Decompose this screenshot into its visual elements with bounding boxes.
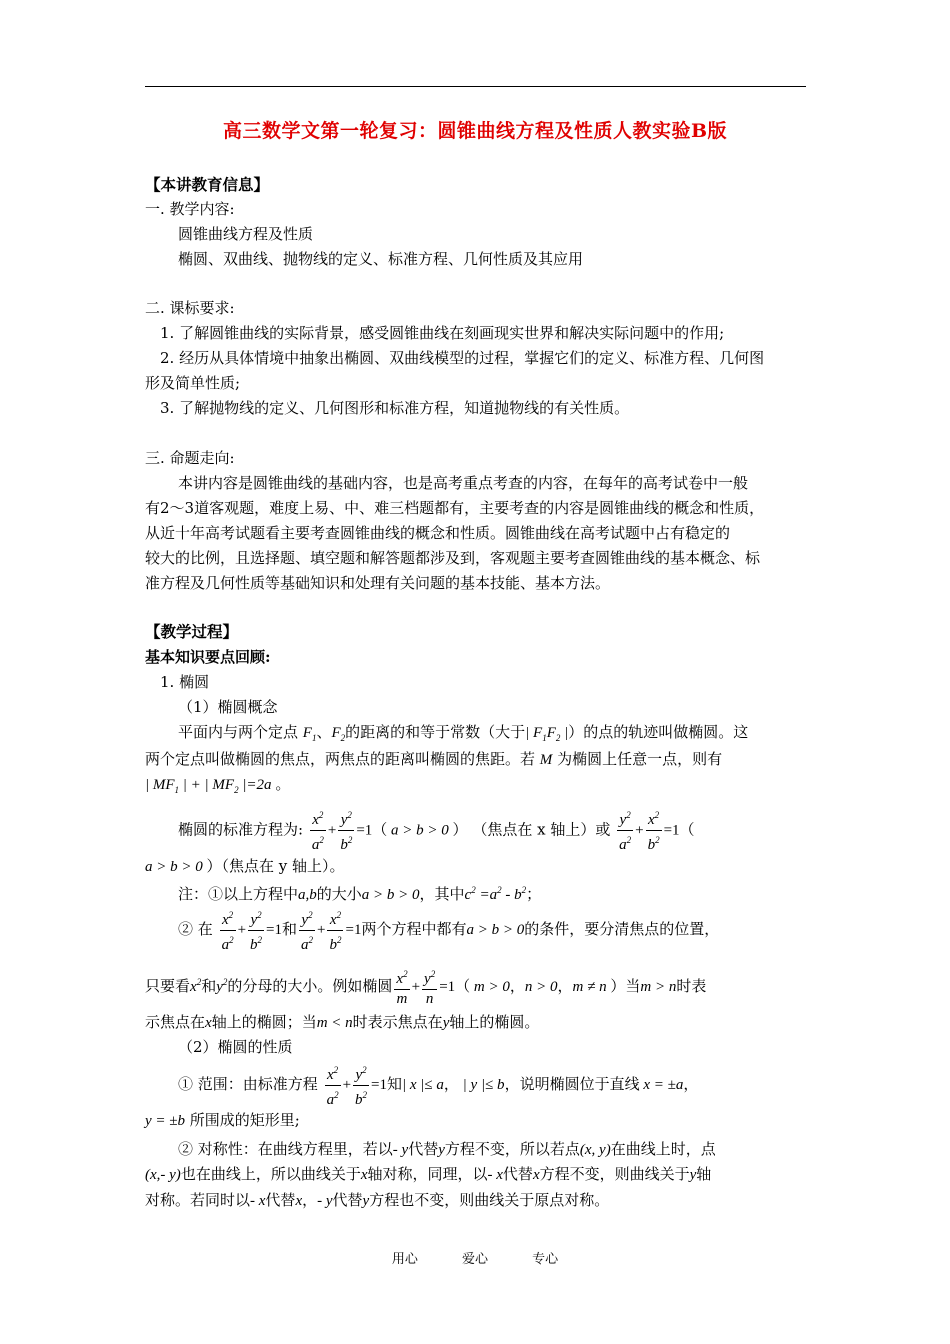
direction-line-1: 本讲内容是圆锥曲线的基础内容，也是高考重点考查的内容，在每年的高考试卷中一般 <box>178 474 749 492</box>
fraction-x2-a2: $\frac{x^2}{a^2}$ <box>310 806 326 855</box>
def-text-b: 、 <box>316 723 332 741</box>
sym1-text-b: 代替 <box>408 1140 439 1158</box>
requirements-label: 二. 课标要求: <box>145 299 235 317</box>
requirement-2-cont: 形及简单性质; <box>145 374 241 392</box>
range-line: ① 范围：由标准方程 $\frac{x^2}{a^2}$ + $\frac{y^2}{b^2}$ =1知| x |≤ a， | y |≤ b，说明椭圆位于直线 x = ±a， <box>178 1060 698 1108</box>
note-line-2: ② 在 $\frac{x^2}{a^2}$ + $\frac{y^2}{b^2}$ =1和 $\frac{y^2}{a^2}$ + $\frac{x^2}{b^2}$ =1两个方程中都有a > b > 0的条件，要分清焦点的位置， <box>178 905 719 953</box>
std-text-a: 椭圆的标准方程为: <box>178 820 304 839</box>
n3-text-d: 当 <box>625 977 641 995</box>
n2-text-c: 两个方程中都有 <box>361 920 467 938</box>
direction-label: 三. 命题走向: <box>145 449 235 467</box>
m-symbol: M <box>539 752 553 768</box>
note-line-1: 注：①以上方程中a,b的大小a > b > 0，其中$c^2 =a^2 - b^2$； <box>178 885 542 903</box>
symmetry-line-1: ② 对称性：在曲线方程里，若以- y代替y方程不变，所以若点(x, y)在曲线上时，点 <box>178 1140 716 1158</box>
n4-text-d: 轴上的椭圆。 <box>449 1013 540 1031</box>
sym3-text-d: 代替 <box>332 1191 363 1209</box>
page-footer <box>0 1248 950 1267</box>
std-text-b: （焦点在 x 轴上）或 <box>472 820 611 839</box>
footer-item: 爱心 <box>461 1252 488 1267</box>
n2-text-d: 的条件，要分清焦点的位置， <box>524 920 720 938</box>
def2-text-a: 两个定点叫做椭圆的焦点，两焦点的距离叫椭圆的焦距。若 <box>145 750 536 768</box>
symmetry-line-2: (x,- y)也在曲线上，所以曲线关于x轴对称，同理，以- x代替x方程不变，则曲线关于y轴 <box>145 1165 712 1183</box>
fraction-y2-b2: $\frac{y^2}{b^2}$ <box>338 806 354 855</box>
fraction-x2-b2-b: $\frac{x^2}{b^2}$ <box>327 906 343 955</box>
sym2-text-c: 代替 <box>502 1165 533 1183</box>
requirement-3: 3. 了解抛物线的定义、几何图形和标准方程，知道抛物线的有关性质。 <box>160 399 630 417</box>
sym3-text-b: 代替 <box>265 1191 296 1209</box>
standard-equation-line: 椭圆的标准方程为: $\frac{x^2}{a^2}$ + $\frac{y^2}{b^2}$ =1（ a > b > 0 ） （焦点在 x 轴上）或 $\frac{y^2}{a^2}$ + $\frac{x^2}{b^2}$ =1（ <box>178 806 695 850</box>
n3-text-b: 和 <box>201 977 217 995</box>
range-text-c: ，说明椭圆位于直线 <box>504 1075 640 1093</box>
def-text-d: ）的点的轨迹叫做椭圆。这 <box>568 723 749 741</box>
sym2-text-d: 方程不变，则曲线关于 <box>539 1165 690 1183</box>
section-heading-process: 【教学过程】 <box>145 622 239 641</box>
note-text-c: ，其中 <box>419 885 465 903</box>
def2-text-b: 为椭圆上任意一点，则有 <box>557 750 723 768</box>
direction-line-3: 从近十年高考试题看主要考查圆锥曲线的概念和性质。圆锥曲线在高考试题中占有稳定的 <box>145 524 731 542</box>
n2-text-b: 和 <box>282 920 298 938</box>
sym2-text-b: 轴对称，同理，以 <box>367 1165 488 1183</box>
ellipse-properties-heading: （2）椭圆的性质 <box>178 1038 293 1056</box>
section-heading-info: 【本讲教育信息】 <box>145 175 270 194</box>
sym3-text-e: 方程也不变，则曲线关于原点对称。 <box>369 1191 610 1209</box>
sym3-text-c: ， <box>302 1191 318 1209</box>
definition-line-1 <box>178 722 748 748</box>
direction-line-4: 较大的比例，且选择题、填空题和解答题都涉及到，客观题主要考查圆锥曲线的基本概念、标 <box>145 549 761 567</box>
def-text-c: 的距离的和等于常数（大于 <box>345 723 526 741</box>
header-rule <box>145 86 806 87</box>
direction-line-2: 有2～3道客观题，难度上易、中、难三档题都有，主要考查的内容是圆锥曲线的概念和性质， <box>145 499 765 517</box>
requirement-1: 1. 了解圆锥曲线的实际背景，感受圆锥曲线在刻画现实世界和解决实际问题中的作用; <box>160 324 725 342</box>
std-text-c: （焦点在 y 轴上）。 <box>221 857 345 875</box>
note-line-4: 示焦点在x轴上的椭圆；当m < n时表示焦点在y轴上的椭圆。 <box>145 1013 540 1031</box>
fraction-y2-b2-b: $\frac{y^2}{b^2}$ <box>248 906 264 955</box>
sym1-text-a: ② 对称性：在曲线方程里，若以 <box>178 1140 393 1158</box>
standard-equation-cont: a > b > 0 ）（焦点在 y 轴上）。 <box>145 857 345 875</box>
f2-symbol: $F_2$ <box>331 725 346 743</box>
fraction-y2-n: $\frac{y^2}{n}$ <box>422 965 437 1009</box>
requirement-2: 2. 经历从具体情境中抽象出椭圆、双曲线模型的过程，掌握它们的定义、标准方程、几何图 <box>160 349 765 367</box>
n4-text-b: 轴上的椭圆；当 <box>211 1013 317 1031</box>
note-line-3: 只要看$x^2$和$y^2$的分母的大小。例如椭圆 $\frac{x^2}{m}$ + $\frac{y^2}{n}$ =1（ m > 0，n > 0，m ≠ n ）当m > n时表 <box>145 958 706 1006</box>
fraction-x2-b2: $\frac{x^2}{b^2}$ <box>646 806 662 855</box>
sym1-text-c: 方程不变，所以若点 <box>444 1140 580 1158</box>
f1f2-abs: | $F_1F_2$ | <box>525 725 569 743</box>
def-text-a: 平面内与两个定点 <box>178 723 299 741</box>
content-line-2: 椭圆、双曲线、抛物线的定义、标准方程、几何性质及其应用 <box>178 250 584 268</box>
n3-text-a: 只要看 <box>145 977 191 995</box>
range-text-a: ① 范围：由标准方程 <box>178 1075 318 1093</box>
fraction-x2-m: $\frac{x^2}{m}$ <box>394 965 409 1009</box>
symmetry-line-3: 对称。若同时以- x代替x，- y代替y方程也不变，则曲线关于原点对称。 <box>145 1191 610 1209</box>
note-text-a: 注：①以上方程中 <box>178 885 299 903</box>
n3-text-e: 时表 <box>676 977 707 995</box>
fraction-y2-a2: $\frac{y^2}{a^2}$ <box>617 806 633 855</box>
sym2-text-e: 轴 <box>696 1165 712 1183</box>
fraction-y2-a2-b: $\frac{y^2}{a^2}$ <box>299 906 315 955</box>
range-text-d: 所围成的矩形里; <box>189 1111 300 1129</box>
document-title: 高三数学文第一轮复习：圆锥曲线方程及性质人教实验B版 <box>222 120 728 142</box>
ellipse-concept-heading: （1）椭圆概念 <box>178 698 278 716</box>
content-label: 一. 教学内容: <box>145 200 235 218</box>
range-line-cont: y = ±b 所围成的矩形里; <box>145 1111 300 1129</box>
sym3-text-a: 对称。若同时以 <box>145 1191 251 1209</box>
definition-line-2 <box>145 749 722 770</box>
fraction-x2-a2-b: $\frac{x^2}{a^2}$ <box>220 906 236 955</box>
n3-text-c: 的分母的大小。例如椭圆 <box>227 977 393 995</box>
note-text-b: 的大小 <box>316 885 362 903</box>
footer-item: 用心 <box>391 1252 418 1267</box>
range-text-b: 知 <box>387 1075 403 1093</box>
n4-text-c: 时表示焦点在 <box>352 1013 443 1031</box>
definition-formula: | $MF_1$ | + | $MF_2$ |=2a 。 <box>145 777 291 795</box>
n2-text-a: ② 在 <box>178 920 213 938</box>
fraction-x2-a2-c: $\frac{x^2}{a^2}$ <box>325 1061 341 1110</box>
sym2-text-a: 也在曲线上，所以曲线关于 <box>180 1165 361 1183</box>
f1-symbol: $F_1$ <box>302 725 317 743</box>
footer-item: 专心 <box>532 1252 559 1267</box>
content-line-1: 圆锥曲线方程及性质 <box>178 225 314 243</box>
item-ellipse: 1. 椭圆 <box>160 673 210 691</box>
subheading-review: 基本知识要点回顾: <box>145 648 271 666</box>
fraction-y2-b2-c: $\frac{y^2}{b^2}$ <box>353 1061 369 1110</box>
sym1-text-d: 在曲线上时，点 <box>610 1140 716 1158</box>
direction-line-5: 准方程及几何性质等基础知识和处理有关问题的基本技能、基本方法。 <box>145 574 611 592</box>
n4-text-a: 示焦点在 <box>145 1013 206 1031</box>
